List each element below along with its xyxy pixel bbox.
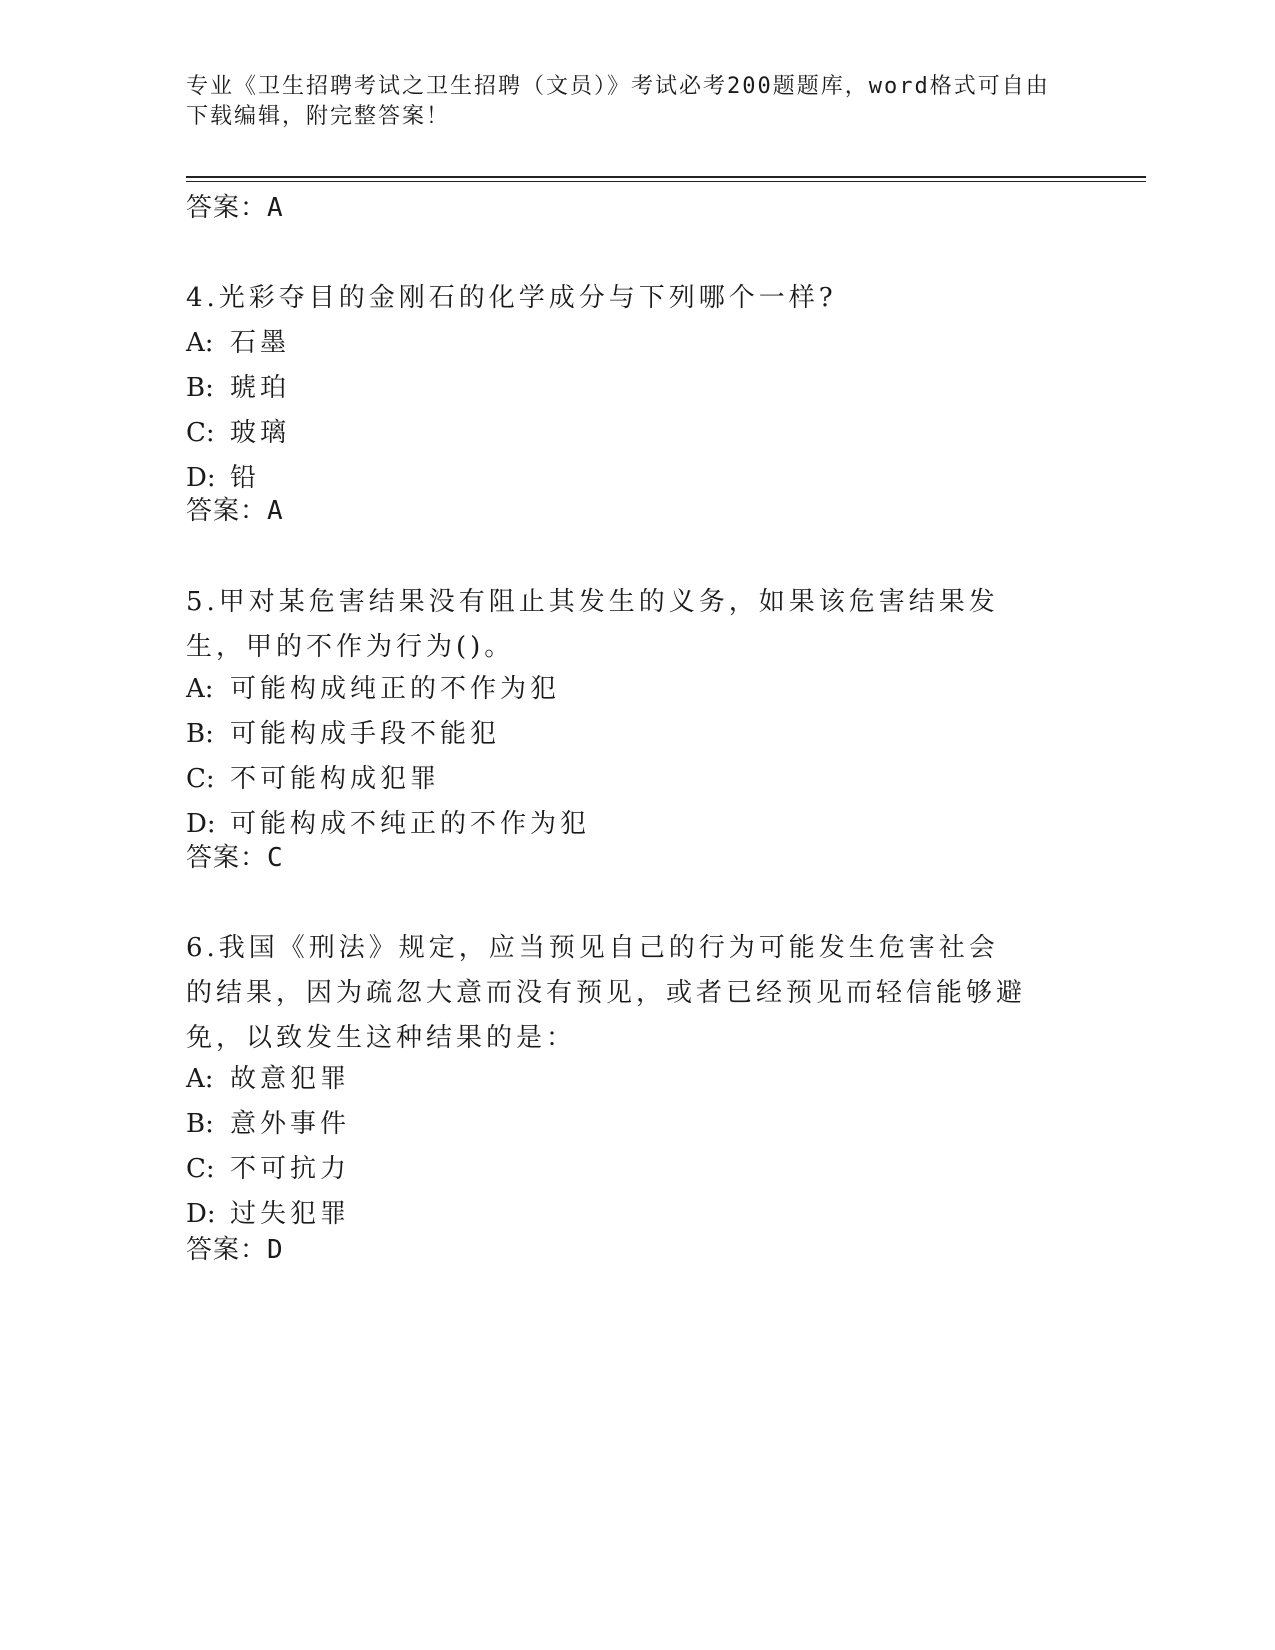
answer-line-prev <box>186 191 1066 225</box>
option-key: C: <box>186 1154 215 1184</box>
answer-line-4 <box>186 494 1066 528</box>
answer-label: 答案： <box>186 496 268 526</box>
question-stem-6: 6.我国《刑法》规定，应当预见自己的行为可能发生危害社会的结果，因为疏忽大意而没有预见，或者已经预见而轻信能够避免，以致发生这种结果的是： <box>186 933 1027 1053</box>
option-key: A: <box>186 674 214 704</box>
option-text: 可能构成纯正的不作为犯 <box>230 674 561 704</box>
option-text: 不可能构成犯罪 <box>230 764 441 794</box>
option-key: C: <box>186 764 215 794</box>
answer-label: 答案： <box>186 193 268 223</box>
answer-label: 答案： <box>186 843 268 873</box>
option-key: A: <box>186 1064 214 1094</box>
question-stem-4: 4.光彩夺目的金刚石的化学成分与下列哪个一样? <box>186 283 837 313</box>
answer-value: A <box>267 496 284 526</box>
option-text: 故意犯罪 <box>230 1064 351 1094</box>
option-key: D: <box>186 1199 216 1229</box>
answer-value: A <box>267 193 284 223</box>
options-list-4 <box>186 321 1066 501</box>
option-text: 可能构成不纯正的不作为犯 <box>230 809 591 839</box>
option-text: 石墨 <box>230 328 291 358</box>
options-list-6 <box>186 1057 1066 1237</box>
option-key: B: <box>186 1109 214 1139</box>
option-c <box>186 1147 1066 1192</box>
option-c <box>186 757 1066 802</box>
header-rule-thin <box>186 181 1146 182</box>
answer-line-6 <box>186 1233 1066 1267</box>
option-text: 意外事件 <box>230 1109 351 1139</box>
answer-label: 答案： <box>186 1235 268 1265</box>
option-d <box>186 1192 1066 1237</box>
option-text: 可能构成手段不能犯 <box>230 719 501 749</box>
option-key: B: <box>186 719 214 749</box>
option-key: B: <box>186 373 214 403</box>
option-text: 过失犯罪 <box>230 1199 351 1229</box>
option-a <box>186 667 1066 712</box>
option-c <box>186 411 1066 456</box>
option-text: 不可抗力 <box>230 1154 351 1184</box>
option-a <box>186 1057 1066 1102</box>
answer-value: D <box>267 1235 284 1265</box>
option-text: 琥珀 <box>230 373 291 403</box>
option-b <box>186 712 1066 757</box>
option-b <box>186 366 1066 411</box>
options-list-5 <box>186 667 1066 847</box>
answer-line-5 <box>186 841 1066 875</box>
document-header: 专业《卫生招聘考试之卫生招聘（文员）》考试必考200题题库，word格式可自由下载编辑，附完整答案！ <box>186 74 1050 129</box>
option-key: C: <box>186 418 215 448</box>
header-rule-thick <box>186 176 1146 178</box>
option-text: 玻璃 <box>230 418 291 448</box>
option-b <box>186 1102 1066 1147</box>
answer-value: C <box>267 843 284 873</box>
option-key: D: <box>186 809 216 839</box>
option-key: A: <box>186 328 214 358</box>
question-stem-5: 5.甲对某危害结果没有阻止其发生的义务，如果该危害结果发生，甲的不作为行为()。 <box>186 587 999 662</box>
option-text: 铅 <box>230 463 261 493</box>
option-key: D: <box>186 463 216 493</box>
option-a <box>186 321 1066 366</box>
